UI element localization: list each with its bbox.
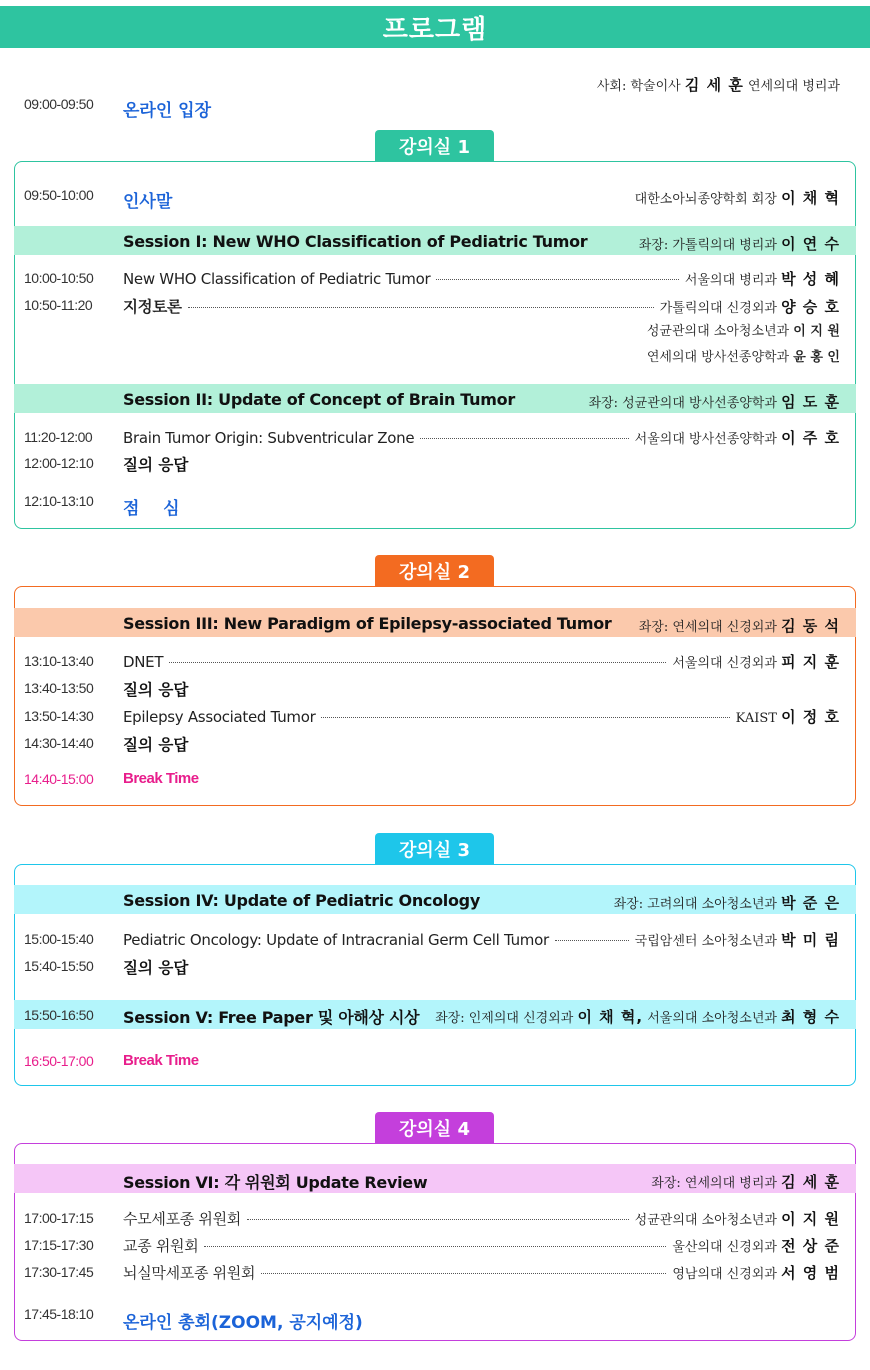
talk-time: 10:50-11:20 [24,297,93,313]
talk-title: 뇌실막세포종 위원회 [123,1264,256,1282]
talk-row [123,268,840,289]
panelist: 성균관의대 소아청소년과 이 지 원 [646,324,840,339]
talk-time: 17:15-17:30 [24,1237,94,1253]
qa-time: 12:00-12:10 [24,455,94,471]
talk-row [123,427,840,448]
mc-label: 사회: 학술이사 [596,79,681,94]
panelist: 연세의대 방사선종양학과 윤 홍 인 [646,350,840,365]
talk-time: 17:30-17:45 [24,1264,94,1280]
talk-row [123,295,840,317]
greeting-title: 인사말 [123,192,173,212]
talk-title: Pediatric Oncology: Update of Intracranial Germ Cell Tumor [123,931,549,949]
talk-time: 17:00-17:15 [24,1210,94,1226]
leader-dots [420,438,628,439]
talk-speaker: 서울의대 병리과 박 성 혜 [684,270,840,288]
break-label: Break Time [123,770,199,787]
opening-time: 09:00-09:50 [24,96,94,112]
talk-speaker: 가톨릭의대 신경외과 양 승 호 [659,298,840,316]
room-2-tab: 강의실 2 [375,555,494,587]
talk-speaker: 성균관의대 소아청소년과 이 지 원 [634,1210,840,1228]
greeting-time: 09:50-10:00 [24,187,94,203]
talk-row [123,1262,840,1283]
mc-name: 김 세 훈 [684,76,744,94]
greeting-name: 이 채 혁 [781,189,840,207]
session-1-title: Session I: New WHO Classification of Pediatric Tumor [123,232,588,251]
session-6-title: Session VI: 각 위원회 Update Review [123,1173,428,1192]
talk-time: 10:00-10:50 [24,270,94,286]
qa-label: 질의 응답 [123,681,189,699]
talk-title: DNET [123,653,164,671]
opening-title: 온라인 입장 [123,101,212,121]
room-3-tab: 강의실 3 [375,833,494,865]
session-6-chair: 좌장: 연세의대 병리과 김 세 훈 [651,1173,840,1191]
talk-time: 15:00-15:40 [24,931,94,947]
talk-title: 수모세포종 위원회 [123,1210,241,1228]
lunch-time: 12:10-13:10 [24,493,94,509]
session-1-chair-name: 이 연 수 [781,235,840,253]
room-1-tab: 강의실 1 [375,130,494,162]
break-time: 16:50-17:00 [24,1053,94,1069]
leader-dots [204,1246,666,1247]
program-title: 프로그램 [382,14,488,45]
session-3-title: Session III: New Paradigm of Epilepsy-associated Tumor [123,614,612,633]
talk-title: 지정토론 [123,298,182,316]
qa-time: 15:40-15:50 [24,958,94,974]
session-1-chair-label: 좌장: 가톨릭의대 병리과 [638,238,777,253]
leader-dots [247,1219,629,1220]
qa-label: 질의 응답 [123,456,189,474]
talk-speaker: 서울의대 방사선종양학과 이 주 호 [634,429,840,447]
talk-row [123,929,840,950]
closing-title: 온라인 총회(ZOOM, 공지예정) [123,1313,363,1333]
talk-title: New WHO Classification of Pediatric Tumor [123,270,431,288]
qa-label: 질의 응답 [123,736,189,754]
mc-line [597,74,840,95]
leader-dots [436,279,679,280]
talk-title: Brain Tumor Origin: Subventricular Zone [123,429,415,447]
talk-time: 13:10-13:40 [24,653,94,669]
leader-dots [261,1273,666,1274]
mc-affil: 연세의대 병리과 [747,79,840,94]
talk-speaker: 영남의대 신경외과 서 영 범 [672,1264,840,1282]
program-header [0,6,870,48]
talk-row [123,706,840,727]
talk-time: 13:50-14:30 [24,708,94,724]
talk-row [123,1235,840,1256]
talk-time: 11:20-12:00 [24,429,93,445]
session-4-chair: 좌장: 고려의대 소아청소년과 박 준 은 [613,894,840,912]
talk-title: 교종 위원회 [123,1237,199,1255]
session-1-chair [639,233,840,254]
room-4-tab: 강의실 4 [375,1112,494,1144]
leader-dots [188,307,654,308]
qa-time: 13:40-13:50 [24,680,94,696]
leader-dots [321,717,729,718]
session-5-time: 15:50-16:50 [24,1007,94,1023]
qa-label: 질의 응답 [123,959,189,977]
talk-row [123,1208,840,1229]
talk-speaker: 국립암센터 소아청소년과 박 미 림 [634,931,840,949]
talk-row [123,651,840,672]
session-5-chair: 좌장: 인제의대 신경외과 이 채 혁, 서울의대 소아청소년과 최 형 수 [435,1008,840,1026]
closing-time: 17:45-18:10 [24,1306,94,1322]
greeting-speaker [635,187,840,208]
leader-dots [169,662,666,663]
session-2-title: Session II: Update of Concept of Brain Tumor [123,390,515,409]
lunch-title: 점 심 [123,499,180,519]
talk-title: Epilepsy Associated Tumor [123,708,316,726]
talk-speaker: 울산의대 신경외과 전 상 준 [672,1237,840,1255]
session-3-chair: 좌장: 연세의대 신경외과 김 동 석 [638,617,840,635]
greeting-role: 대한소아뇌종양학회 회장 [634,192,777,207]
break-time: 14:40-15:00 [24,771,94,787]
talk-speaker: KAIST 이 정 호 [735,708,840,726]
break-label: Break Time [123,1052,199,1069]
session-2-chair: 좌장: 성균관의대 방사선종양학과 임 도 훈 [588,393,840,411]
talk-speaker: 서울의대 신경외과 피 지 훈 [672,653,840,671]
session-4-title: Session IV: Update of Pediatric Oncology [123,891,480,910]
leader-dots [555,940,629,941]
session-5-title: Session V: Free Paper 및 아해상 시상 [123,1008,420,1027]
qa-time: 14:30-14:40 [24,735,94,751]
